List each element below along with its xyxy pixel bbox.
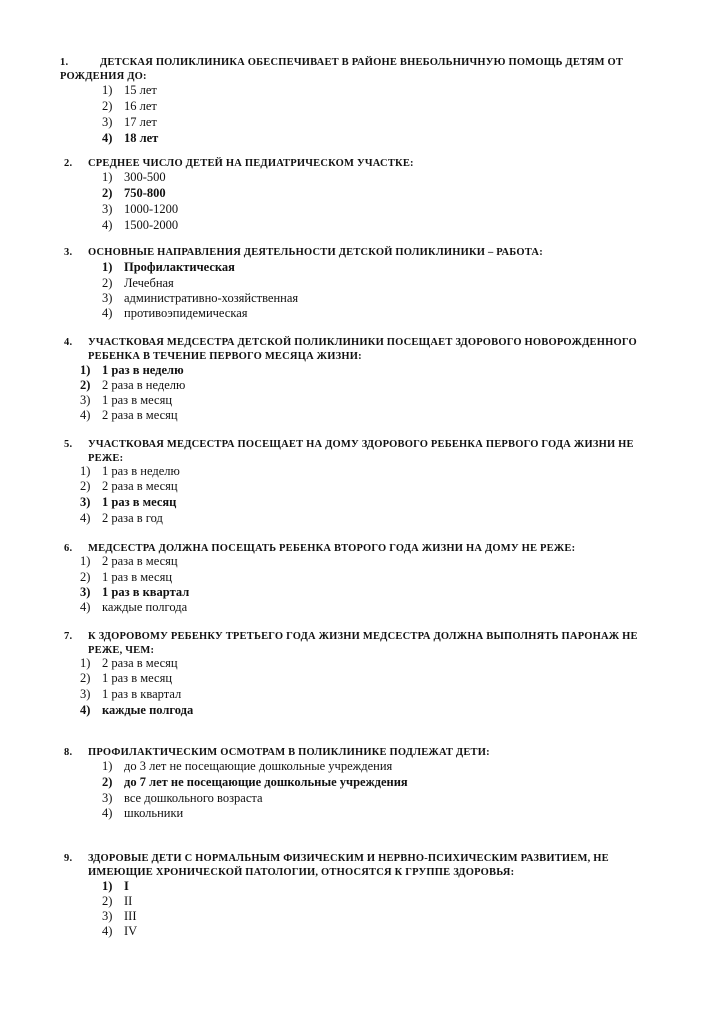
q9-option-3 [102, 909, 137, 924]
q8-option-2 [102, 775, 408, 790]
question-1-text [60, 56, 660, 84]
q3-option-3-text: административно-хозяйственная [124, 291, 299, 305]
q4-option-3-num: 3) [80, 393, 91, 407]
q1-option-3 [102, 115, 157, 130]
question-7-number: 7. [64, 631, 73, 642]
q5-option-1-num: 1) [80, 464, 91, 478]
q5-option-2-text: 2 раза в месяц [102, 479, 178, 493]
q4-option-1-num: 1) [80, 363, 91, 377]
q5-option-2 [80, 479, 178, 494]
q9-option-2 [102, 894, 132, 909]
q6-option-1-text: 2 раза в месяц [102, 554, 178, 568]
q6-option-3-text: 1 раз в квартал [102, 585, 190, 599]
q1-option-4 [102, 131, 158, 146]
q4-option-3-text: 1 раз в месяц [102, 393, 173, 407]
q3-option-1 [102, 260, 235, 275]
q6-option-3-num: 3) [80, 585, 91, 599]
q1-option-2 [102, 99, 157, 114]
q3-option-4-text: противоэпидемическая [124, 306, 248, 320]
q5-option-4 [80, 511, 163, 526]
question-7-prompt: К ЗДОРОВОМУ РЕБЕНКУ ТРЕТЬЕГО ГОДА ЖИЗНИ МЕДСЕСТРА ДОЛЖНА ВЫПОЛНЯТЬ ПАРОНАЖ НЕ РЕЖЕ, ЧЕМ: [88, 631, 638, 656]
q3-option-4-num: 4) [102, 306, 113, 320]
question-5-number: 5. [64, 439, 73, 450]
q1-option-1-num: 1) [102, 83, 113, 97]
question-2-prompt: СРЕДНЕЕ ЧИСЛО ДЕТЕЙ НА ПЕДИАТРИЧЕСКОМ УЧАСТКЕ: [88, 158, 414, 169]
q7-option-1-text: 2 раза в месяц [102, 656, 178, 670]
question-3-prompt: ОСНОВНЫЕ НАПРАВЛЕНИЯ ДЕЯТЕЛЬНОСТИ ДЕТСКОЙ ПОЛИКЛИНИКИ – РАБОТА: [88, 247, 543, 258]
q8-option-3-text: все дошкольного возраста [124, 791, 263, 805]
q7-option-2-num: 2) [80, 671, 91, 685]
question-3 [0, 246, 725, 320]
q5-option-1 [80, 464, 180, 479]
q4-option-2 [80, 378, 185, 393]
q5-option-3-text: 1 раз в месяц [102, 495, 177, 509]
q3-option-2 [102, 276, 174, 291]
q8-option-4-text: школьники [124, 806, 184, 820]
q4-option-1 [80, 363, 184, 378]
question-1-prompt: ДЕТСКАЯ ПОЛИКЛИНИКА ОБЕСПЕЧИВАЕТ В РАЙОНЕ ВНЕБОЛЬНИЧНУЮ ПОМОЩЬ ДЕТЯМ ОТ РОЖДЕНИЯ ДО: [60, 57, 624, 82]
q1-option-1-text: 15 лет [124, 83, 157, 97]
q4-option-2-text: 2 раза в неделю [102, 378, 186, 392]
q5-option-3 [80, 495, 176, 510]
q3-option-2-text: Лечебная [124, 276, 174, 290]
q9-option-2-num: 2) [102, 894, 113, 908]
question-1-number: 1. [60, 57, 69, 68]
q7-option-3-num: 3) [80, 687, 91, 701]
q3-option-1-num: 1) [102, 260, 113, 274]
q2-option-2 [102, 186, 166, 201]
q9-option-1 [102, 879, 129, 894]
question-8 [0, 746, 725, 820]
question-2-header [64, 157, 664, 171]
question-1 [0, 56, 725, 145]
q3-option-2-num: 2) [102, 276, 113, 290]
q8-option-4 [102, 806, 183, 821]
question-1-header [60, 56, 660, 84]
q8-option-3-num: 3) [102, 791, 113, 805]
q9-option-3-text: III [124, 909, 137, 923]
q6-option-1 [80, 554, 178, 569]
q7-option-2-text: 1 раз в месяц [102, 671, 173, 685]
question-8-prompt: ПРОФИЛАКТИЧЕСКИМ ОСМОТРАМ В ПОЛИКЛИНИКЕ ПОДЛЕЖАТ ДЕТИ: [88, 747, 490, 758]
q2-option-2-text: 750-800 [124, 186, 166, 200]
q3-option-4 [102, 306, 248, 321]
q1-option-4-num: 4) [102, 131, 113, 145]
q2-option-4 [102, 218, 178, 233]
question-4-prompt: УЧАСТКОВАЯ МЕДСЕСТРА ДЕТСКОЙ ПОЛИКЛИНИКИ ПОСЕЩАЕТ ЗДОРОВОГО НОВОРОЖДЕННОГО РЕБЕНКА В ТЕЧЕНИЕ ПЕРВОГО МЕСЯЦА ЖИЗНИ: [88, 337, 637, 362]
q8-option-1-text: до 3 лет не посещающие дошкольные учреждения [124, 759, 393, 773]
question-9 [0, 852, 725, 938]
q6-option-1-num: 1) [80, 554, 91, 568]
q2-option-4-text: 1500-2000 [124, 218, 179, 232]
question-7-header [64, 630, 660, 658]
q1-option-2-num: 2) [102, 99, 113, 113]
q6-option-3 [80, 585, 189, 600]
q9-option-2-text: II [124, 894, 133, 908]
q9-option-4 [102, 924, 137, 939]
q9-option-1-text: I [124, 879, 129, 893]
q7-option-4-num: 4) [80, 703, 91, 717]
q7-option-3-text: 1 раз в квартал [102, 687, 182, 701]
q3-option-3-num: 3) [102, 291, 113, 305]
question-8-header [64, 746, 684, 760]
q1-option-1 [102, 83, 157, 98]
question-2-number: 2. [64, 158, 73, 169]
q1-option-3-text: 17 лет [124, 115, 157, 129]
q7-option-3 [80, 687, 181, 702]
question-6-prompt: МЕДСЕСТРА ДОЛЖНА ПОСЕЩАТЬ РЕБЕНКА ВТОРОГО ГОДА ЖИЗНИ НА ДОМУ НЕ РЕЖЕ: [88, 543, 576, 554]
q9-option-1-num: 1) [102, 879, 113, 893]
q1-option-4-text: 18 лет [124, 131, 159, 145]
question-9-number: 9. [64, 853, 73, 864]
q8-option-3 [102, 791, 263, 806]
q8-option-2-num: 2) [102, 775, 113, 789]
q2-option-3-num: 3) [102, 202, 113, 216]
question-9-header [64, 852, 654, 880]
q2-option-2-num: 2) [102, 186, 113, 200]
q2-option-1-text: 300-500 [124, 170, 166, 184]
q6-option-4-num: 4) [80, 600, 91, 614]
q2-option-1-num: 1) [102, 170, 113, 184]
q5-option-2-num: 2) [80, 479, 91, 493]
question-4 [0, 336, 725, 422]
question-3-number: 3. [64, 247, 73, 258]
q1-option-2-text: 16 лет [124, 99, 157, 113]
question-3-header [64, 246, 684, 260]
q9-option-4-text: IV [124, 924, 138, 938]
q5-option-4-num: 4) [80, 511, 91, 525]
q8-option-4-num: 4) [102, 806, 113, 820]
question-2 [0, 157, 725, 232]
question-5-header [64, 438, 660, 466]
q8-option-1 [102, 759, 392, 774]
q6-option-4 [80, 600, 187, 615]
question-6 [0, 542, 725, 614]
q4-option-4-num: 4) [80, 408, 91, 422]
q2-option-1 [102, 170, 166, 185]
q7-option-1-num: 1) [80, 656, 91, 670]
q2-option-3 [102, 202, 178, 217]
q6-option-2 [80, 570, 172, 585]
q4-option-3 [80, 393, 172, 408]
q4-option-4 [80, 408, 178, 423]
q4-option-4-text: 2 раза в месяц [102, 408, 178, 422]
q5-option-4-text: 2 раза в год [102, 511, 163, 525]
q9-option-3-num: 3) [102, 909, 113, 923]
q9-option-4-num: 4) [102, 924, 113, 938]
question-5 [0, 438, 725, 525]
q1-option-3-num: 3) [102, 115, 113, 129]
q6-option-2-num: 2) [80, 570, 91, 584]
q3-option-1-text: Профилактическая [124, 260, 235, 274]
question-5-prompt: УЧАСТКОВАЯ МЕДСЕСТРА ПОСЕЩАЕТ НА ДОМУ ЗДОРОВОГО РЕБЕНКА ПЕРВОГО ГОДА ЖИЗНИ НЕ РЕЖЕ: [88, 439, 634, 464]
q2-option-3-text: 1000-1200 [124, 202, 179, 216]
q7-option-4 [80, 703, 193, 718]
q7-option-4-text: каждые полгода [102, 703, 194, 717]
q2-option-4-num: 4) [102, 218, 113, 232]
q7-option-2 [80, 671, 172, 686]
question-4-header [64, 336, 668, 364]
question-9-prompt: ЗДОРОВЫЕ ДЕТИ С НОРМАЛЬНЫМ ФИЗИЧЕСКИМ И НЕРВНО-ПСИХИЧЕСКИМ РАЗВИТИЕМ, НЕ ИМЕЮЩИЕ ХРОНИЧЕСКОЙ ПАТОЛОГИИ, ОТНОСЯТСЯ К ГРУППЕ ЗДОРОВЬЯ: [88, 853, 609, 878]
question-4-number: 4. [64, 337, 73, 348]
q6-option-4-text: каждые полгода [102, 600, 188, 614]
q8-option-2-text: до 7 лет не посещающие дошкольные учреждения [124, 775, 408, 789]
q4-option-1-text: 1 раз в неделю [102, 363, 184, 377]
question-7 [0, 630, 725, 717]
question-8-number: 8. [64, 747, 73, 758]
q8-option-1-num: 1) [102, 759, 113, 773]
q3-option-3 [102, 291, 298, 306]
q4-option-2-num: 2) [80, 378, 91, 392]
q5-option-1-text: 1 раз в неделю [102, 464, 180, 478]
q6-option-2-text: 1 раз в месяц [102, 570, 173, 584]
question-6-number: 6. [64, 543, 73, 554]
q7-option-1 [80, 656, 178, 671]
q5-option-3-num: 3) [80, 495, 91, 509]
